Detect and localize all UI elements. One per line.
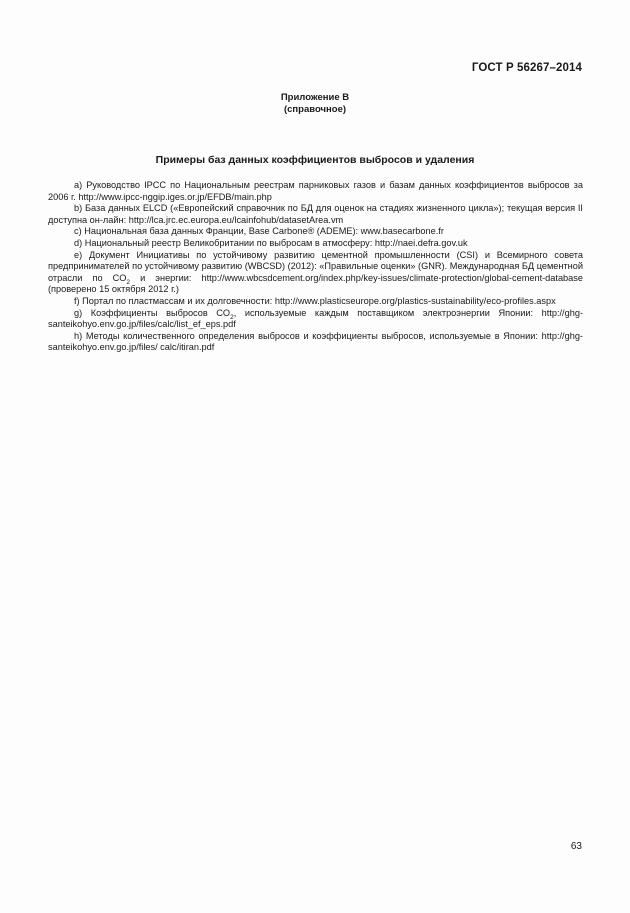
- reference-g-subscript: 2: [230, 313, 234, 321]
- appendix-subtitle: (справочное): [283, 104, 347, 115]
- reference-g-text-start: g) Коэффициенты выбросов CO: [74, 307, 231, 318]
- standard-code: ГОСТ Р 56267–2014: [471, 62, 582, 74]
- section-heading: Примеры баз данных коэффициентов выбросов и удаления: [155, 154, 475, 166]
- reference-item-a: a) Руководство IPCC по Национальным реестрам парниковых газов и базам данных коэффициентов выбросов за 2006 г. http://www.ipcc-nggip.iges.or.jp/EFDB/main.php: [48, 180, 583, 202]
- reference-item-g: [48, 308, 583, 331]
- reference-item-h: h) Методы количественного определения выбросов и коэффициенты выбросов, используемые в Японии: http://ghg-santeikohyo.env.go.jp/files/ calc/itiran.pdf: [48, 330, 583, 353]
- references-list: [48, 180, 583, 354]
- reference-e-text-start: e) Документ Инициативы по устойчивому развитию цементной промышленности (CSI) и Всемирного совета предпринимателей по устойчивому развитию (WBCSD) (2012): «Правильные оценки» (GNR). Международная БД цементной отрасли по CO: [48, 249, 583, 283]
- reference-item-b: b) База данных ELCD («Европейский справочник по БД для оценок на стадиях жизненного цикла»); текущая версия II доступна он-лайн: http://lca.jrc.ec.europa.eu/lcainfohub/datasetArea.vm: [48, 203, 583, 225]
- reference-item-c: c) Национальная база данных Франции, Base Carbone® (ADEME): www.basecarbone.fr: [74, 226, 444, 237]
- appendix-title: Приложение В: [280, 92, 350, 103]
- reference-item-f: f) Портал по пластмассам и их долговечности: http://www.plasticseurope.org/plastics-sustainability/eco-profiles.aspx: [74, 295, 556, 306]
- reference-item-d: d) Национальный реестр Великобритании по выбросам в атмосферу: http://naei.defra.gov.uk: [74, 237, 468, 248]
- appendix-title-block: [0, 92, 630, 116]
- reference-e-text-end: и энергии: http://www.wbcsdcement.org/index.php/key-issues/climate-protection/global-cement-database (проверено 15 октября 2012 г.): [48, 272, 583, 295]
- page-number: 63: [570, 841, 582, 852]
- reference-item-e: [48, 250, 583, 296]
- reference-e-subscript: 2: [126, 278, 131, 286]
- reference-g-text-end: , используемые каждым поставщиком электроэнергии Японии: http://ghg-santeikohyo.env.go.jp/files/calc/list_ef_eps.pdf: [48, 307, 583, 330]
